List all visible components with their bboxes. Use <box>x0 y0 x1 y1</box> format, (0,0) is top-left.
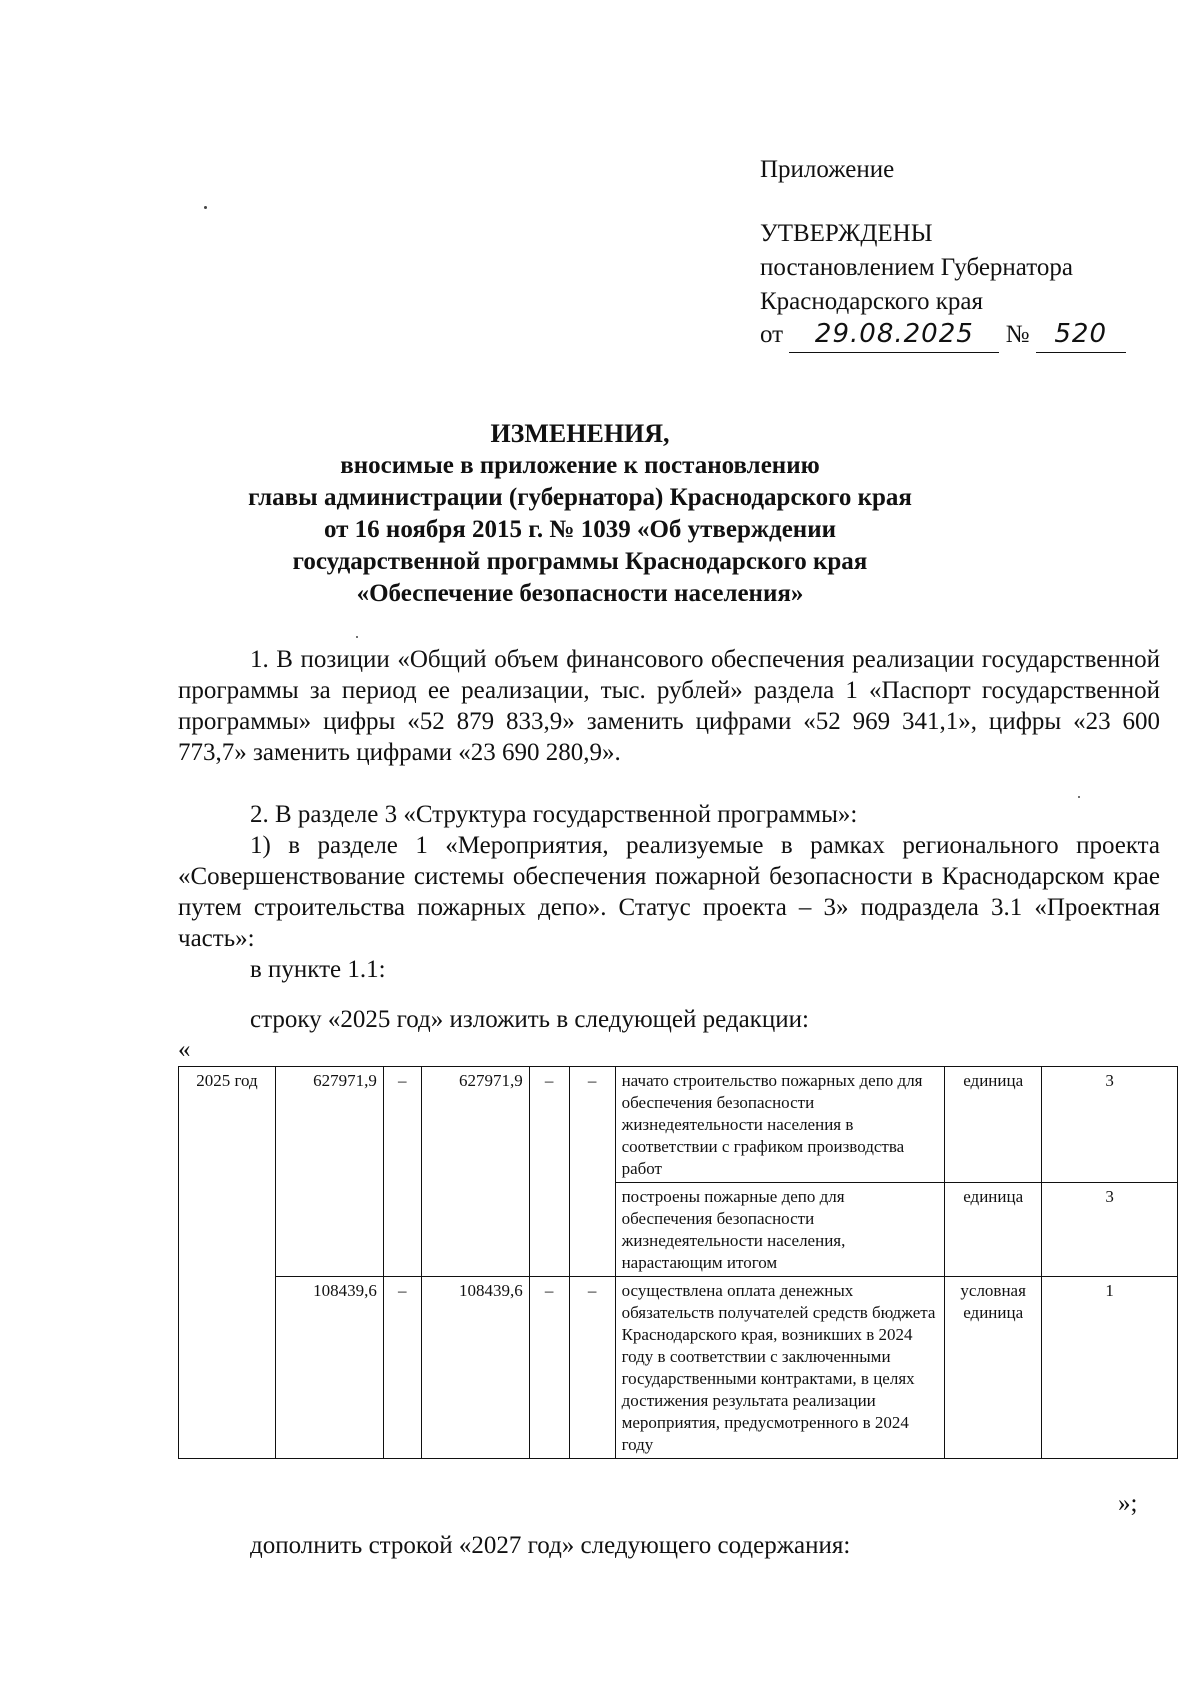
value-cell: 1 <box>1042 1277 1178 1459</box>
table-row <box>179 1067 1178 1183</box>
handwritten-number: 520 <box>1036 316 1126 353</box>
total-cell: 108439,6 <box>275 1277 383 1459</box>
regional-cell: 108439,6 <box>421 1277 529 1459</box>
approved-by-line-2: Краснодарского края <box>760 288 983 315</box>
date-prefix: от <box>760 321 784 348</box>
unit-cell: единица <box>945 1067 1042 1183</box>
open-quote: « <box>178 1036 191 1063</box>
paragraph-5: строку «2025 год» изложить в следующей редакции: <box>250 1006 809 1033</box>
federal-cell: – <box>383 1067 421 1277</box>
decree-date-line <box>760 316 1126 353</box>
paragraph-6: дополнить строкой «2027 год» следующего содержания: <box>250 1532 851 1559</box>
regional-cell: 627971,9 <box>421 1067 529 1277</box>
paragraph-2: 2. В разделе 3 «Структура государственной программы»: <box>250 801 858 828</box>
document-title <box>160 418 1000 610</box>
paragraph-1: 1. В позиции «Общий объем финансового обеспечения реализации государственной программы за период ее реализации, тыс. рублей» раздела 1 «Паспорт государственной программы» цифры «52 879 833,9» заменить цифрами «52 969 341,1», цифры «23 600 773,7» заменить цифрами «23 690 280,9». <box>178 646 1160 766</box>
result-text-cell: осуществлена оплата денежных обязательств получателей средств бюджета Краснодарского края, возникших в 2024 году в соответствии с заключенными государственными контрактами, в целях достижения результата реализации мероприятия, предусмотренного в 2024 году <box>615 1277 945 1459</box>
appendix-label: Приложение <box>760 156 895 183</box>
table-row <box>179 1277 1178 1459</box>
approved-by-line-1: постановлением Губернатора <box>760 254 1073 281</box>
paragraph-4: в пункте 1.1: <box>250 956 386 983</box>
title-line-1: вносимые в приложение к постановлению <box>340 452 820 479</box>
close-quote: »; <box>1118 1490 1138 1517</box>
local-cell: – <box>529 1277 569 1459</box>
results-table <box>178 1066 1178 1459</box>
scan-speck <box>356 636 358 638</box>
handwritten-date: 29.08.2025 <box>789 316 999 353</box>
title-line-3: от 16 ноября 2015 г. № 1039 «Об утверждении <box>323 516 837 543</box>
unit-cell: условная единица <box>945 1277 1042 1459</box>
title-line-2: главы администрации (губернатора) Краснодарского края <box>248 484 912 511</box>
total-cell: 627971,9 <box>275 1067 383 1277</box>
number-prefix: № <box>1005 321 1030 348</box>
scan-speck <box>204 206 207 209</box>
value-cell: 3 <box>1042 1183 1178 1277</box>
title-line-5: «Обеспечение безопасности населения» <box>356 580 804 607</box>
local-cell: – <box>529 1067 569 1277</box>
result-text-cell: построены пожарные депо для обеспечения безопасности жизнедеятельности населения, нарастающим итогом <box>615 1183 945 1277</box>
result-text-cell: начато строительство пожарных депо для обеспечения безопасности жизнедеятельности населения в соответствии с графиком производства работ <box>615 1067 945 1183</box>
year-cell: 2025 год <box>179 1067 276 1459</box>
federal-cell: – <box>383 1277 421 1459</box>
title-main: ИЗМЕНЕНИЯ, <box>490 419 670 448</box>
scan-speck <box>1078 796 1080 798</box>
extrabudget-cell: – <box>569 1067 615 1277</box>
value-cell: 3 <box>1042 1067 1178 1183</box>
extrabudget-cell: – <box>569 1277 615 1459</box>
approved-label: УТВЕРЖДЕНЫ <box>760 220 933 247</box>
title-line-4: государственной программы Краснодарского края <box>292 548 868 575</box>
paragraph-3: 1) в разделе 1 «Мероприятия, реализуемые в рамках регионального проекта «Совершенствование системы обеспечения пожарной безопасности в Краснодарском крае путем строительства пожарных депо». Статус проекта – 3» подраздела 3.1 «Проектная часть»: <box>178 832 1160 952</box>
unit-cell: единица <box>945 1183 1042 1277</box>
